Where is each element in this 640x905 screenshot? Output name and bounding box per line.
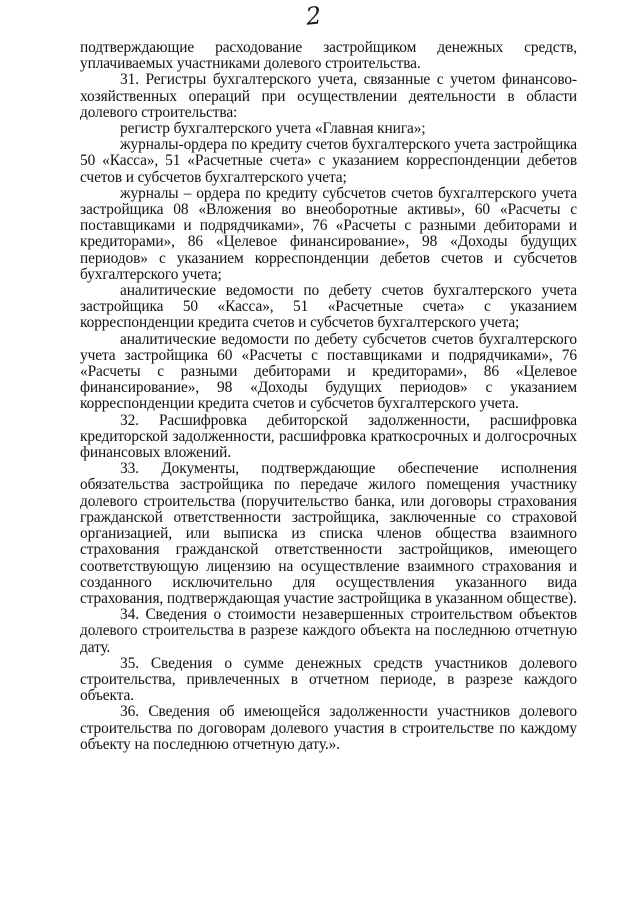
paragraph-item-34: 34. Сведения о стоимости незавершенных строительством объектов долевого строительства в разрезе каждого объекта на последнюю отчетную дату. xyxy=(80,606,577,656)
handwritten-page-number: 2 xyxy=(304,1,323,31)
paragraph-item-32: 32. Расшифровка дебиторской задолженности, расшифровка кредиторской задолженности, расшифровка краткосрочных и долгосрочных финансовых вложений. xyxy=(80,411,577,462)
paragraph-item-36: 36. Сведения об имеющейся задолженности участников долевого строительства по договорам долевого участия в строительстве по каждому объекту на последнюю отчетную дату.». xyxy=(80,703,577,753)
paragraph-continuation: подтверждающие расходование застройщиком денежных средств, уплачиваемых участниками долевого строительства. xyxy=(80,39,577,73)
paragraph-journal-orders-subaccounts: журналы – ордера по кредиту субсчетов счетов бухгалтерского учета застройщика 08 «Вложения во внеоборотные активы», 60 «Расчеты с поставщиками и подрядчиками», 76 «Расчеты с разными дебиторами и кредиторами», 86 «Целевое финансирование», 98 «Доходы будущих периодов» с указанием корреспонденции дебетов счетов и субсчетов бухгалтерского учета; xyxy=(80,184,577,283)
paragraph-item-35: 35. Сведения о сумме денежных средств участников долевого строительства, привлеченных в отчетном периоде, в разрезе каждого объекта. xyxy=(80,654,577,705)
paragraph-item-31: 31. Регистры бухгалтерского учета, связанные с учетом финансово-хозяйственных операций при осуществлении деятельности в области долевого строительства: xyxy=(80,71,577,121)
paragraph-analytical-statements-cash: аналитические ведомости по дебету счетов бухгалтерского учета застройщика 50 «Касса», 51 «Расчетные счета» с указанием корреспонденции кредита счетов и субсчетов бухгалтерского учета; xyxy=(80,282,577,332)
paragraph-item-33: 33. Документы, подтверждающие обеспечение исполнения обязательства застройщика по передаче жилого помещения участнику долевого строительства (поручительство банка, или договоры страхования гражданской ответственности застройщика, заключенные со страховой организацией, или выписка из списка членов общества взаимного страхования гражданской ответственности застройщиков, имеющего соответствующую лицензию на осуществление взаимного страхования и созданного исключительно для осуществления указанного вида страхования, подтверждающая участие застройщика в указанном обществе). xyxy=(80,460,577,607)
document-body xyxy=(80,40,577,753)
paragraph-general-ledger: регистр бухгалтерского учета «Главная книга»; xyxy=(120,120,426,138)
paragraph-analytical-statements-subaccounts: аналитические ведомости по дебету субсчетов счетов бухгалтерского учета застройщика 60 «Расчеты с поставщиками и подрядчиками», 76 «Расчеты с разными дебиторами и кредиторами», 86 «Целевое финансирование», 98 «Доходы будущих периодов» с указанием корреспонденции кредита счетов и субсчетов бухгалтерского учета. xyxy=(80,330,577,413)
paragraph-journal-orders-cash: журналы-ордера по кредиту счетов бухгалтерского учета застройщика 50 «Касса», 51 «Расчетные счета» с указанием корреспонденции дебетов счетов и субсчетов бухгалтерского учета; xyxy=(80,136,577,186)
